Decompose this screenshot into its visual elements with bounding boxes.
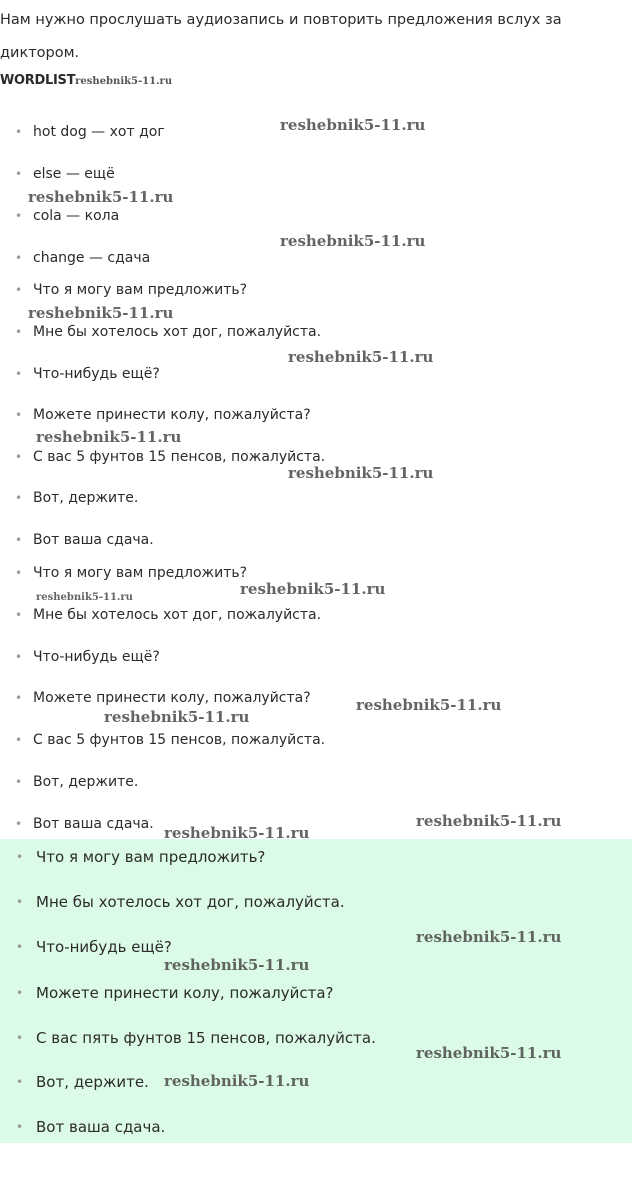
list-item-text: hot dog — хот дог [33, 124, 165, 140]
list-item-text: Что я могу вам предложить? [33, 565, 248, 581]
bullet-icon: • [15, 251, 23, 265]
highlighted-list-item-text: С вас пять фунтов 15 пенсов, пожалуйста. [36, 1029, 376, 1047]
bullet-icon: • [15, 450, 23, 464]
highlighted-list-item-text: Мне бы хотелось хот дог, пожалуйста. [36, 893, 345, 911]
bullet-icon: • [15, 533, 23, 547]
bullet-icon: • [15, 167, 23, 181]
watermark: reshebnik5-11.ru [416, 928, 562, 946]
list-item-text: cola — кола [33, 208, 120, 224]
list-item [0, 772, 632, 792]
list-item [0, 206, 632, 226]
bullet-icon: • [16, 850, 24, 864]
bullet-icon: • [16, 1031, 24, 1045]
watermark: reshebnik5-11.ru [36, 592, 133, 603]
list-item-text: Что-нибудь ещё? [33, 366, 160, 382]
bullet-icon: • [15, 408, 23, 422]
watermark: reshebnik5-11.ru [240, 580, 386, 598]
list-item-text: Мне бы хотелось хот дог, пожалуйста. [33, 607, 322, 623]
list-item-text: Можете принести колу, пожалуйста? [33, 690, 311, 706]
list-item [0, 730, 632, 750]
watermark: reshebnik5-11.ru [288, 348, 434, 366]
bullet-icon: • [15, 817, 23, 831]
bullet-icon: • [15, 325, 23, 339]
list-item-text: Мне бы хотелось хот дог, пожалуйста. [33, 324, 322, 340]
bullet-icon: • [15, 125, 23, 139]
bullet-icon: • [16, 1120, 24, 1134]
list-item [0, 405, 632, 425]
list-item [0, 530, 632, 550]
highlighted-list-item-text: Вот, держите. [36, 1073, 149, 1091]
bullet-icon: • [15, 775, 23, 789]
list-item [0, 488, 632, 508]
watermark: reshebnik5-11.ru [280, 116, 426, 134]
bullet-icon: • [16, 1075, 24, 1089]
highlighted-list-item-text: Что я могу вам предложить? [36, 848, 266, 866]
list-item-text: else — ещё [33, 166, 115, 182]
highlighted-phrase-block [0, 839, 632, 1143]
list-item-text: С вас 5 фунтов 15 пенсов, пожалуйста. [33, 449, 326, 465]
list-item [0, 280, 632, 300]
watermark: reshebnik5-11.ru [164, 824, 310, 842]
list-item-text: Вот, держите. [33, 490, 139, 506]
bullet-icon: • [15, 608, 23, 622]
watermark: reshebnik5-11.ru [28, 188, 174, 206]
list-item-text: Что-нибудь ещё? [33, 649, 160, 665]
watermark-inline: reshebnik5-11.ru [75, 76, 173, 87]
list-item-text: Можете принести колу, пожалуйста? [33, 407, 311, 423]
watermark: reshebnik5-11.ru [416, 1044, 562, 1062]
highlighted-list-item [0, 1071, 632, 1093]
watermark: reshebnik5-11.ru [36, 428, 182, 446]
wordlist-heading-label: WORDLIST [0, 73, 76, 88]
list-item-text: Что я могу вам предложить? [33, 282, 248, 298]
intro-text: Нам нужно прослушать аудиозапись и повторить предложения вслух за диктором. [0, 12, 562, 61]
watermark: reshebnik5-11.ru [288, 464, 434, 482]
bullet-icon: • [15, 367, 23, 381]
list-item [0, 605, 632, 625]
watermark: reshebnik5-11.ru [28, 304, 174, 322]
watermark: reshebnik5-11.ru [416, 812, 562, 830]
wordlist-heading [0, 73, 172, 88]
highlighted-list-item [0, 891, 632, 913]
watermark: reshebnik5-11.ru [356, 696, 502, 714]
bullet-icon: • [15, 209, 23, 223]
bullet-icon: • [15, 733, 23, 747]
list-item [0, 364, 632, 384]
list-item [0, 647, 632, 667]
watermark: reshebnik5-11.ru [104, 708, 250, 726]
bullet-icon: • [15, 691, 23, 705]
bullet-icon: • [15, 566, 23, 580]
bullet-icon: • [15, 491, 23, 505]
highlighted-list-item [0, 982, 632, 1004]
bullet-icon: • [16, 895, 24, 909]
watermark: reshebnik5-11.ru [164, 956, 310, 974]
list-item-text: change — сдача [33, 250, 151, 266]
list-item-text: Вот, держите. [33, 774, 139, 790]
list-item [0, 688, 632, 708]
bullet-icon: • [15, 283, 23, 297]
list-item-text: Вот ваша сдача. [33, 816, 154, 832]
list-item [0, 248, 632, 268]
bullet-icon: • [15, 650, 23, 664]
bullet-icon: • [16, 986, 24, 1000]
watermark: reshebnik5-11.ru [280, 232, 426, 250]
highlighted-list-item-text: Что-нибудь ещё? [36, 938, 172, 956]
highlighted-list-item-text: Можете принести колу, пожалуйста? [36, 984, 334, 1002]
highlighted-list-item [0, 846, 632, 868]
highlighted-list-item [0, 1116, 632, 1138]
highlighted-list-item-text: Вот ваша сдача. [36, 1118, 166, 1136]
list-item-text: Вот ваша сдача. [33, 532, 154, 548]
bullet-icon: • [16, 940, 24, 954]
list-item [0, 164, 632, 184]
watermark: reshebnik5-11.ru [164, 1072, 310, 1090]
list-item-text: С вас 5 фунтов 15 пенсов, пожалуйста. [33, 732, 326, 748]
list-item [0, 322, 632, 342]
